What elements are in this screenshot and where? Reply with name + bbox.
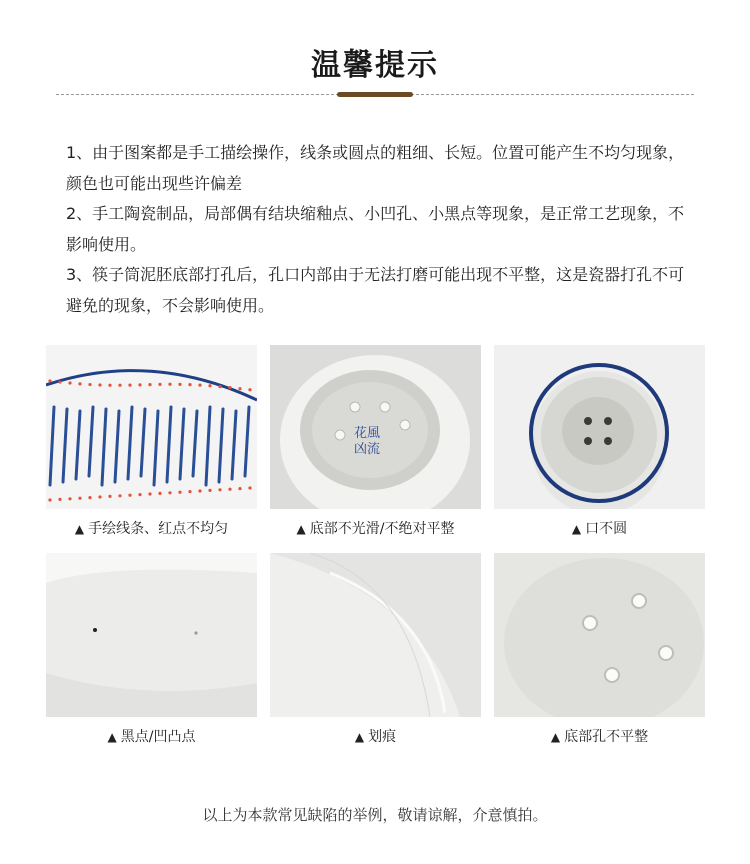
caption-scratch bbox=[270, 726, 481, 746]
triangle-icon: ▲ bbox=[571, 522, 582, 536]
note-3: 3、筷子筒泥胚底部打孔后，孔口内部由于无法打磨可能出现不平整，这是瓷器打孔不可避免的现象，不会影响使用。 bbox=[66, 265, 685, 315]
caption-bottom-holes bbox=[494, 726, 705, 746]
photo-black-dots bbox=[46, 553, 257, 717]
title-divider-accent bbox=[337, 92, 413, 97]
caption-black-dots bbox=[46, 726, 257, 746]
scratch-image bbox=[270, 553, 481, 717]
photo-cup-rim bbox=[494, 345, 705, 509]
triangle-icon: ▲ bbox=[107, 730, 117, 744]
page-title: 温馨提示 bbox=[311, 48, 439, 83]
caption-text: 底部不光滑/不绝对平整 bbox=[309, 521, 455, 537]
caption-cup-rim bbox=[494, 518, 705, 538]
caption-painted-lines bbox=[46, 518, 257, 538]
triangle-icon: ▲ bbox=[354, 730, 365, 744]
footer-note: 以上为本款常见缺陷的举例，敬请谅解，介意慎拍。 bbox=[202, 806, 548, 824]
caption-text: 划痕 bbox=[368, 729, 397, 745]
photo-bowl-bottom bbox=[270, 345, 481, 509]
photo-bottom-holes bbox=[494, 553, 705, 717]
triangle-icon: ▲ bbox=[296, 522, 306, 536]
black-dots-image bbox=[46, 553, 257, 717]
bottom-holes-image bbox=[494, 553, 705, 717]
triangle-icon: ▲ bbox=[74, 522, 85, 536]
note-2: 2、手工陶瓷制品，局部偶有结块缩釉点、小凹孔、小黑点等现象，是正常工艺现象，不影响使用。 bbox=[66, 204, 685, 254]
photo-painted-lines bbox=[46, 345, 257, 509]
caption-text: 手绘线条、红点不均匀 bbox=[88, 521, 229, 537]
triangle-icon: ▲ bbox=[550, 730, 561, 744]
caption-bowl-bottom bbox=[270, 518, 481, 538]
cup-rim-image bbox=[494, 345, 705, 509]
stamp-line-2: 凶流 bbox=[354, 442, 381, 457]
caption-text: 底部孔不平整 bbox=[564, 729, 649, 745]
caption-text: 口不圆 bbox=[585, 521, 628, 537]
photo-scratch bbox=[270, 553, 481, 717]
note-1: 1、由于图案都是手工描绘操作，线条或圆点的粗细、长短。位置可能产生不均匀现象，颜色也可能出现些许偏差 bbox=[66, 143, 685, 193]
notes-block bbox=[66, 138, 691, 321]
caption-text: 黑点/凹凸点 bbox=[120, 729, 196, 745]
painted-lines-image bbox=[46, 345, 257, 509]
stamp-line-1: 花風 bbox=[354, 426, 381, 441]
bowl-bottom-image bbox=[270, 345, 481, 509]
